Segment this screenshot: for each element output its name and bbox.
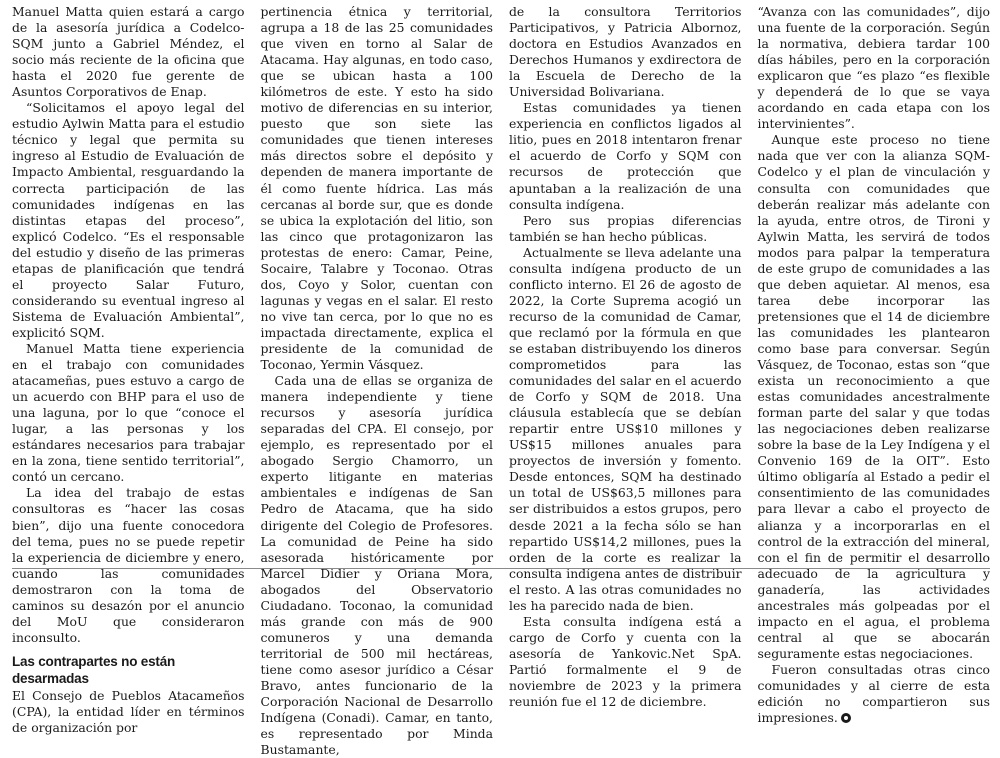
paragraph: “Solicitamos el apoyo legal del estudio Aylwin Matta para el estudio técnico y legal que permita su ingreso al Estudio de Evaluación de Impacto Ambiental, resguardando la correcta participación de las comunidades indígenas en las distintas etapas del proceso”, explicó Codelco. “Es el responsable del estudio y diseño de las primeras etapas de planificación que tendrá el proyecto Salar Futuro, considerando su eventual ingreso al Sistema de Evaluación Ambiental”, explicitó SQM. (12, 100, 245, 340)
paragraph: pertinencia étnica y territorial, agrupa a 18 de las 25 comunidades que viven en torno al Salar de Atacama. Hay algunas, en todo caso, que se ubican hasta a 100 kilómetros de este. Y esto ha sido motivo de diferencias en su interior, puesto que son siete las comunidades que tienen intereses más directos sobre el depósito y dependen de manera importante de él como fuente hídrica. Las más cercanas al borde sur, que es donde se ubica la explotación del litio, son las cinco que protagonizaron las protestas de enero: Camar, Peine, Socaire, Talabre y Toconao. Otras dos, Coyo y Solor, cuentan con lagunas y vegas en el salar. El resto no vive tan cerca, por lo que no es impactada directamente, explica el presidente de la comunidad de Toconao, Yermin Vásquez. (260, 4, 493, 373)
bottom-divider (12, 568, 990, 569)
column-3 (509, 4, 742, 758)
paragraph: Cada una de ellas se organiza de manera independiente y tiene recursos y asesoría jurídica separadas del CPA. El consejo, por ejemplo, es representado por el abogado Sergio Chamorro, un experto litigante en materias ambientales e indígenas de San Pedro de Atacama, que ha sido dirigente del Colegio de Profesores. La comunidad de Peine ha sido asesorada históricamente por Marcel Didier y Oriana Mora, abogados del Observatorio Ciudadano. Toconao, la comunidad más grande con más de 900 comuneros y una demanda territorial de 500 mil hectáreas, tiene como asesor jurídico a César Bravo, antes funcionario de la Corporación Nacional de Desarrollo Indígena (Conadi). Camar, en tanto, es representado por Minda Bustamante, (260, 373, 493, 758)
paragraph: La idea del trabajo de estas consultoras es “hacer las cosas bien”, dijo una fuente conocedora del tema, pues no se puede repetir la experiencia de diciembre y enero, cuando las comunidades demostraron con la toma de caminos su desazón por el anuncio del MoU que consideraron inconsulto. (12, 485, 245, 645)
paragraph: Estas comunidades ya tienen experiencia en conflictos ligados al litio, pues en 2018 intentaron frenar el acuerdo de Corfo y SQM con recursos de protección que apuntaban a la realización de una consulta indígena. (509, 100, 742, 212)
paragraph: El Consejo de Pueblos Atacameños (CPA), la entidad líder en términos de organización por (12, 687, 245, 735)
paragraph: Manuel Matta tiene experiencia en el trabajo con comunidades atacameñas, pues estuvo a cargo de un acuerdo con BHP para el uso de una laguna, por lo que “conoce el lugar, a las personas y los estándares necesarios para trabajar en la zona, tiene sentido territorial”, contó un cercano. (12, 340, 245, 485)
paragraph: Esta consulta indígena está a cargo de Corfo y cuenta con la asesoría de Yankovic.Net SpA. Partió formalmente el 9 de noviembre de 2023 y la primera reunión fue el 12 de diciembre. (509, 613, 742, 710)
article-columns (12, 4, 990, 758)
paragraph: Pero sus propias diferencias también se han hecho públicas. (509, 212, 742, 244)
column-4 (758, 4, 991, 758)
section-subheading: Las contrapartes no están desarmadas (12, 653, 176, 686)
paragraph: Manuel Matta quien estará a cargo de la asesoría jurídica a Codelco-SQM junto a Gabriel Méndez, el socio más reciente de la oficina que hasta el 2020 fue gerente de Asuntos Corporativos de Enap. (12, 4, 245, 100)
column-1 (12, 4, 245, 758)
closing-text: Fueron consultadas otras cinco comunidades y al cierre de esta edición no compartieron sus impresiones. (757, 661, 990, 726)
paragraph: Aunque este proceso no tiene nada que ver con la alianza SQM-Codelco y el plan de vinculación y consulta con comunidades que deberán realizar más adelante con la ayuda, entre otros, de Tironi y Aylwin Matta, les servirá de todos modos para palpar la temperatura de este grupo de comunidades a las que deben aquietar. Al menos, esa tarea debe incorporar las pretensiones que el 14 de diciembre las comunidades les plantearon como base para conversar. Según Vásquez, de Toconao, estas son “que exista un reconocimiento a que estas comunidades ancestralmente forman parte del salar y que todas las negociaciones deben realizarse sobre la base de la Ley Indígena y el Convenio 169 de la OIT”. Esto último obligaría al Estado a pedir el consentimiento de las comunidades para llevar a cabo el proyecto de alianza y a incorporarlas en el control de la extracción del mineral, con el fin de permitir el desarrollo adecuado de la agricultura y ganadería, las actividades ancestrales más golpeadas por el impacto en el agua, el problema central al que se abocarán seguramente estas negociaciones. (757, 132, 990, 661)
paragraph: de la consultora Territorios Participativos, y Patricia Albornoz, doctora en Estudios Avanzados en Derechos Humanos y exdirectora de la Escuela de Derecho de la Universidad Bolivariana. (509, 4, 742, 100)
column-2 (261, 4, 494, 758)
paragraph-last (758, 662, 991, 726)
paragraph: “Avanza con las comunidades”, dijo una fuente de la corporación. Según la normativa, debiera tardar 100 días hábiles, pero en la corporación explicaron que “es plazo “es flexible y dependerá de lo que se vaya acordando en cada etapa con los intervinientes”. (757, 4, 990, 132)
end-of-article-icon (841, 713, 851, 723)
paragraph: Actualmente se lleva adelante una consulta indígena producto de un conflicto interno. El 26 de agosto de 2022, la Corte Suprema acogió un recurso de la comunidad de Camar, que reclamó por la fórmula en que se estaban distribuyendo los dineros comprometidos para las comunidades del salar en el acuerdo de Corfo y SQM de 2018. Una cláusula establecía que se debían repartir entre US$10 millones y US$15 millones anuales para proyectos de inversión y fomento. Desde entonces, SQM ha destinado un total de US$63,5 millones para ser distribuidos a estos grupos, pero desde 2021 a la fecha sólo se han repartido US$14,2 millones, pues la orden de la corte es realizar la consulta indígena antes de distribuir el resto. A las otras comunidades no les ha parecido nada de bien. (509, 244, 742, 613)
